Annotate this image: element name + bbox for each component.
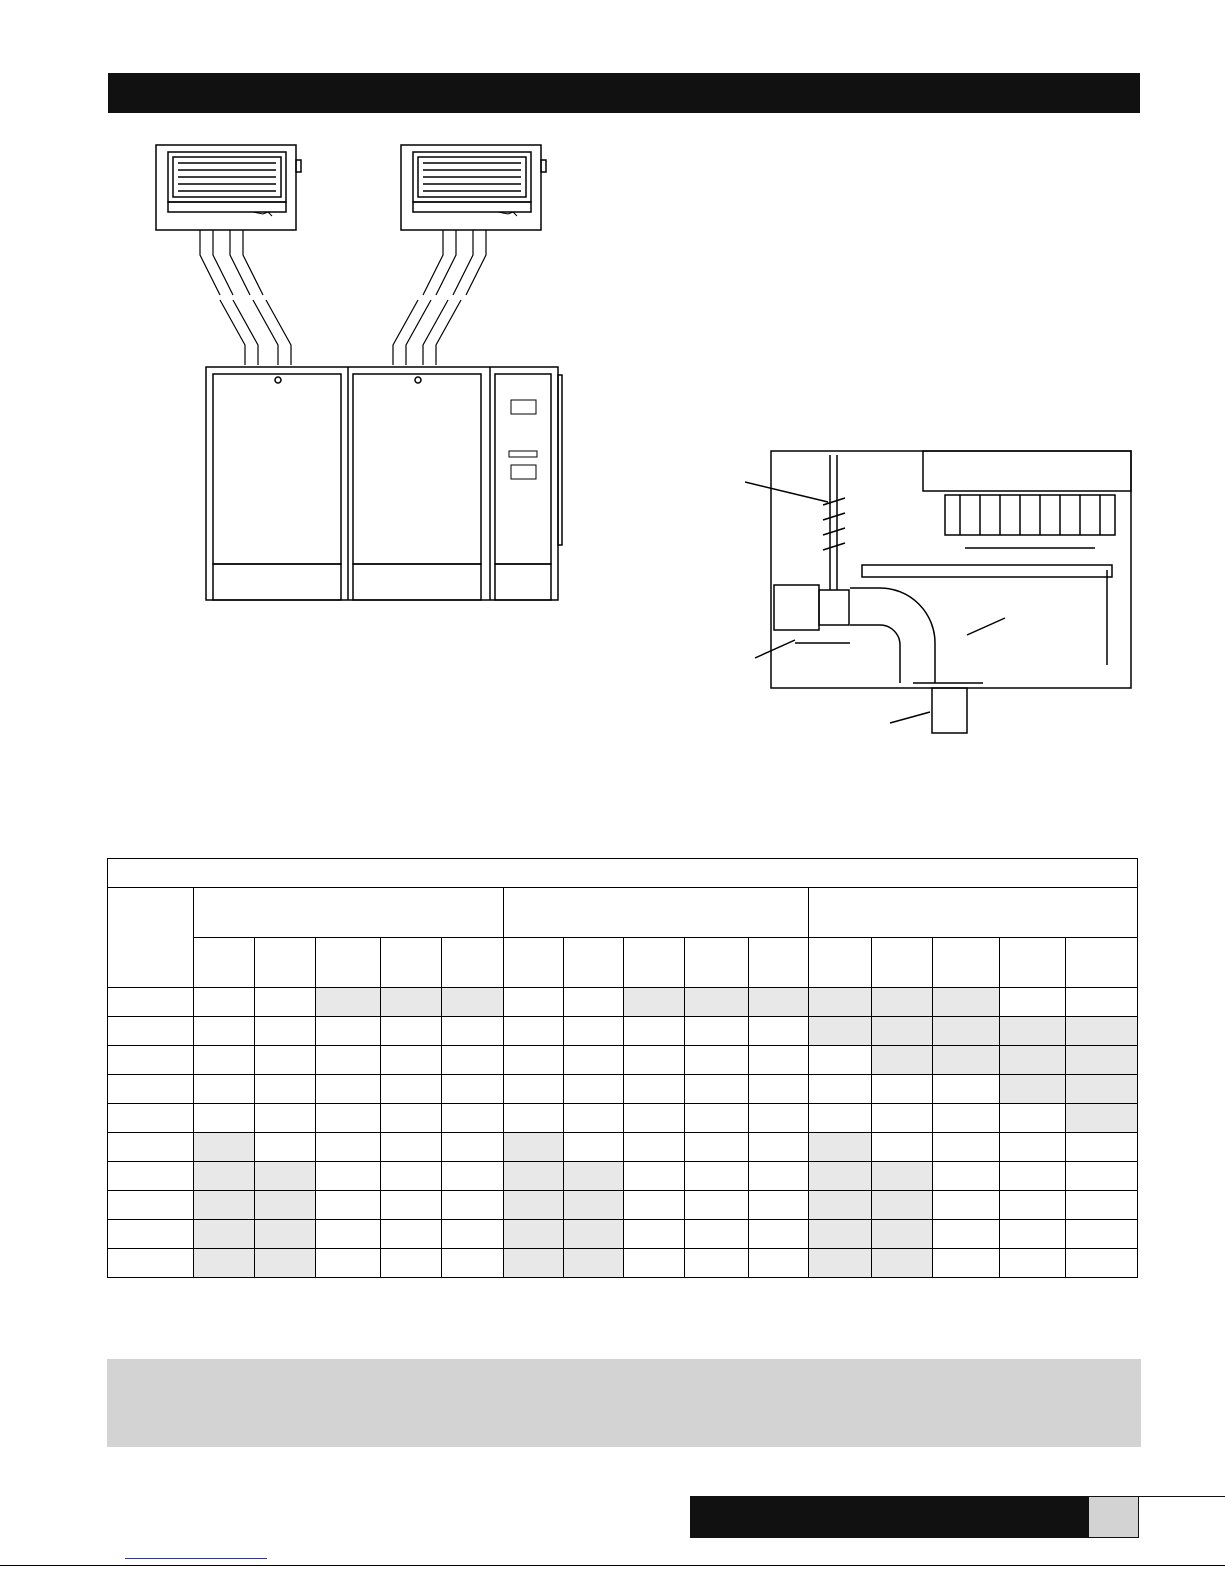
table-cell — [442, 1220, 504, 1249]
table-cell — [933, 988, 1000, 1017]
table-cell — [933, 1046, 1000, 1075]
table-cell — [872, 988, 933, 1017]
footer-bar — [690, 1496, 1088, 1538]
table-cell — [809, 1075, 872, 1104]
table-cell — [564, 1133, 624, 1162]
table-cell — [1000, 1249, 1066, 1278]
table-cell — [381, 988, 442, 1017]
table-cell — [872, 1249, 933, 1278]
row-label — [108, 1046, 194, 1075]
table-cell — [809, 988, 872, 1017]
column-label — [255, 938, 316, 988]
note-box — [107, 1359, 1141, 1447]
table-cell — [1066, 1191, 1138, 1220]
table-cell — [1066, 988, 1138, 1017]
table-cell — [381, 1133, 442, 1162]
table-cell — [194, 1104, 255, 1133]
column-label — [316, 938, 381, 988]
table-cell — [255, 1220, 316, 1249]
table-cell — [255, 1046, 316, 1075]
table-cell — [933, 1017, 1000, 1046]
table-cell — [194, 1220, 255, 1249]
spec-table — [107, 858, 1138, 1278]
table-row — [108, 1017, 1138, 1046]
table-cell — [316, 1104, 381, 1133]
group-label-2 — [504, 888, 809, 938]
table-cell — [809, 1133, 872, 1162]
table-cell — [316, 1191, 381, 1220]
table-cell — [872, 1133, 933, 1162]
table-cell — [381, 1104, 442, 1133]
table-cell — [194, 1191, 255, 1220]
table-cell — [872, 1104, 933, 1133]
table-cell — [872, 1162, 933, 1191]
table-cell — [933, 1075, 1000, 1104]
table-cell — [194, 1162, 255, 1191]
table-cell — [1066, 1046, 1138, 1075]
table-cell — [933, 1133, 1000, 1162]
table-cell — [685, 1162, 749, 1191]
table-cell — [749, 1075, 809, 1104]
cutaway-drawing — [745, 440, 1145, 740]
table-cell — [685, 1249, 749, 1278]
table-cell — [749, 1017, 809, 1046]
table-cell — [442, 1162, 504, 1191]
row-label — [108, 1191, 194, 1220]
table-cell — [872, 1046, 933, 1075]
table-cell — [1066, 1075, 1138, 1104]
table-cell — [685, 1133, 749, 1162]
table-cell — [624, 1046, 685, 1075]
column-label — [685, 938, 749, 988]
table-cell — [564, 1249, 624, 1278]
table-cell — [809, 1017, 872, 1046]
table-cell — [381, 1162, 442, 1191]
system-drawing — [108, 130, 578, 610]
table-cell — [255, 1191, 316, 1220]
table-cell — [442, 1104, 504, 1133]
table-cell — [564, 1162, 624, 1191]
column-label — [504, 938, 564, 988]
table-cell — [624, 1191, 685, 1220]
piping — [200, 230, 486, 365]
table-cell — [933, 1162, 1000, 1191]
table-cell — [194, 1133, 255, 1162]
table-cell — [255, 1075, 316, 1104]
table-cell — [624, 1133, 685, 1162]
group-label-1 — [194, 888, 504, 938]
table-cell — [316, 1017, 381, 1046]
table-cell — [381, 1191, 442, 1220]
table-row — [108, 1249, 1138, 1278]
table-row — [108, 1104, 1138, 1133]
row-label — [108, 1133, 194, 1162]
table-cell — [381, 1046, 442, 1075]
table-cell — [749, 1046, 809, 1075]
table-cell — [685, 1220, 749, 1249]
table-cell — [685, 1104, 749, 1133]
table-cell — [809, 1104, 872, 1133]
table-cell — [685, 1046, 749, 1075]
table-cell — [933, 1249, 1000, 1278]
table-cell — [1000, 1075, 1066, 1104]
column-label — [749, 938, 809, 988]
table-cell — [1066, 1162, 1138, 1191]
row-label — [108, 1162, 194, 1191]
table-cell — [1066, 1220, 1138, 1249]
heater-cabinet — [206, 367, 562, 600]
footer-rule — [1139, 1496, 1225, 1497]
table-cell — [1066, 1104, 1138, 1133]
table-row — [108, 988, 1138, 1017]
table-cell — [872, 1075, 933, 1104]
table-cell — [316, 1249, 381, 1278]
table-cell — [194, 1249, 255, 1278]
table-cell — [564, 1191, 624, 1220]
table-cell — [749, 1249, 809, 1278]
table-cell — [749, 1162, 809, 1191]
table-cell — [809, 1191, 872, 1220]
row-label — [108, 1220, 194, 1249]
table-cell — [1066, 1017, 1138, 1046]
table-row — [108, 1133, 1138, 1162]
table-cell — [564, 1017, 624, 1046]
table-title — [108, 859, 1138, 888]
table-cell — [1000, 1162, 1066, 1191]
table-cell — [316, 1046, 381, 1075]
table-cell — [933, 1220, 1000, 1249]
table-cell — [504, 1191, 564, 1220]
row-label — [108, 1104, 194, 1133]
table-cell — [685, 1191, 749, 1220]
table-cell — [1000, 1104, 1066, 1133]
table-cell — [685, 1017, 749, 1046]
table-cell — [442, 1191, 504, 1220]
table-cell — [685, 1075, 749, 1104]
table-cell — [1066, 1249, 1138, 1278]
table-cell — [564, 988, 624, 1017]
column-label — [381, 938, 442, 988]
table-cell — [255, 1249, 316, 1278]
row-label — [108, 1249, 194, 1278]
table-cell — [504, 1133, 564, 1162]
table-cell — [1000, 1133, 1066, 1162]
table-cell — [1000, 1017, 1066, 1046]
table-cell — [504, 1017, 564, 1046]
table-cell — [624, 1075, 685, 1104]
table-cell — [1000, 1191, 1066, 1220]
table-cell — [381, 1249, 442, 1278]
table-cell — [872, 1191, 933, 1220]
table-row — [108, 1046, 1138, 1075]
table-cell — [564, 1104, 624, 1133]
table-row — [108, 1162, 1138, 1191]
column-label — [933, 938, 1000, 988]
table-cell — [809, 1220, 872, 1249]
table-row — [108, 1191, 1138, 1220]
section-header-bar — [108, 73, 1140, 113]
table-cell — [809, 1162, 872, 1191]
table-cell — [564, 1046, 624, 1075]
table-cell — [624, 1017, 685, 1046]
column-label — [564, 938, 624, 988]
table-row — [108, 1075, 1138, 1104]
bottom-rule — [0, 1565, 1225, 1566]
table-cell — [194, 988, 255, 1017]
column-label — [809, 938, 872, 988]
table-cell — [316, 1162, 381, 1191]
table-cell — [442, 1133, 504, 1162]
table-cell — [255, 1133, 316, 1162]
table-cell — [504, 988, 564, 1017]
table-cell — [381, 1075, 442, 1104]
footer-page-number — [1088, 1496, 1139, 1538]
table-cell — [809, 1046, 872, 1075]
table-cell — [872, 1017, 933, 1046]
table-cell — [504, 1162, 564, 1191]
table-cell — [316, 988, 381, 1017]
table-cell — [564, 1075, 624, 1104]
table-cell — [194, 1075, 255, 1104]
column-label — [194, 938, 255, 988]
column-label — [442, 938, 504, 988]
table-cell — [442, 988, 504, 1017]
table-cell — [255, 988, 316, 1017]
table-cell — [255, 1162, 316, 1191]
column-label — [872, 938, 933, 988]
table-cell — [316, 1133, 381, 1162]
table-cell — [624, 1104, 685, 1133]
table-cell — [194, 1046, 255, 1075]
table-cell — [316, 1220, 381, 1249]
table-cell — [381, 1017, 442, 1046]
table-cell — [381, 1220, 442, 1249]
table-cell — [1066, 1133, 1138, 1162]
row-label — [108, 1075, 194, 1104]
table-cell — [749, 988, 809, 1017]
table-cell — [504, 1249, 564, 1278]
table-cell — [504, 1075, 564, 1104]
table-cell — [933, 1191, 1000, 1220]
table-cell — [255, 1017, 316, 1046]
row-label — [108, 988, 194, 1017]
row-label — [108, 1017, 194, 1046]
table-cell — [624, 1249, 685, 1278]
table-cell — [749, 1133, 809, 1162]
table-cell — [749, 1104, 809, 1133]
column-label — [624, 938, 685, 988]
table-cell — [749, 1220, 809, 1249]
table-cell — [749, 1191, 809, 1220]
table-cell — [685, 988, 749, 1017]
table-cell — [1000, 988, 1066, 1017]
table-cell — [624, 1220, 685, 1249]
table-cell — [442, 1046, 504, 1075]
table-cell — [504, 1104, 564, 1133]
table-cell — [564, 1220, 624, 1249]
table-cell — [194, 1017, 255, 1046]
table-cell — [809, 1249, 872, 1278]
column-label — [1000, 938, 1066, 988]
table-cell — [442, 1017, 504, 1046]
table-cell — [442, 1249, 504, 1278]
table-cell — [504, 1220, 564, 1249]
column-label — [1066, 938, 1138, 988]
table-cell — [504, 1046, 564, 1075]
table-cell — [872, 1220, 933, 1249]
table-row — [108, 1220, 1138, 1249]
table-cell — [1000, 1046, 1066, 1075]
table-cell — [255, 1104, 316, 1133]
table-cell — [933, 1104, 1000, 1133]
table-cell — [316, 1075, 381, 1104]
table-cell — [624, 988, 685, 1017]
table-cell — [442, 1075, 504, 1104]
table-cell — [1000, 1220, 1066, 1249]
right-air-handler — [401, 145, 546, 230]
bottom-link-underline[interactable] — [125, 1557, 267, 1559]
left-air-handler — [156, 145, 301, 230]
group-label-3 — [809, 888, 1138, 938]
table-cell — [624, 1162, 685, 1191]
row-header-cell — [108, 888, 194, 988]
